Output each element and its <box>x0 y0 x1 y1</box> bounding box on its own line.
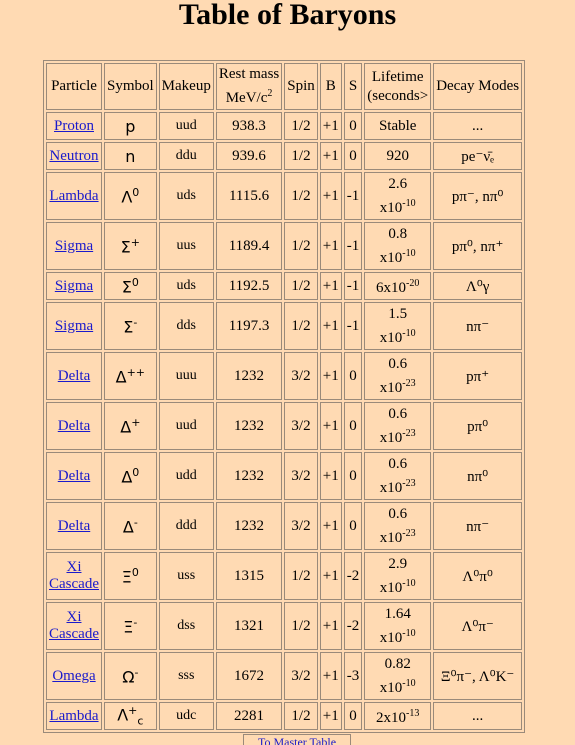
particle-link[interactable]: Delta <box>57 367 91 384</box>
rest-mass-cell: 1315 <box>216 552 282 600</box>
makeup-cell: uds <box>159 172 214 220</box>
particle-cell <box>46 702 102 730</box>
table-row <box>46 702 522 730</box>
lifetime-cell: 0.82 $x10^{-10}$ <box>364 652 431 700</box>
rest-mass-cell: 1321 <box>216 602 282 650</box>
header-rest-mass-line1: Rest mass <box>218 66 280 82</box>
rest-mass-cell: 1232 <box>216 352 282 400</box>
lifetime-cell: 1.5 $x10^{-10}$ <box>364 302 431 350</box>
header-baryon-number: B <box>320 63 342 110</box>
baryon-number-cell: +1 <box>320 402 342 450</box>
particle-link[interactable]: Lambda <box>49 707 99 724</box>
rest-mass-cell: 939.6 <box>216 142 282 170</box>
header-strangeness: S <box>344 63 363 110</box>
table-row <box>46 142 522 170</box>
header-lifetime <box>364 63 431 110</box>
makeup-cell: uuu <box>159 352 214 400</box>
spin-cell: 1/2 <box>284 172 318 220</box>
makeup-cell: uud <box>159 112 214 140</box>
rest-mass-cell: 1197.3 <box>216 302 282 350</box>
makeup-cell: udc <box>159 702 214 730</box>
strangeness-cell: 0 <box>344 452 363 500</box>
decay-modes-cell: Λ⁰γ <box>433 272 522 300</box>
lifetime-cell: Stable <box>364 112 431 140</box>
lifetime-cell: 0.6 $x10^{-23}$ <box>364 452 431 500</box>
strangeness-cell: 0 <box>344 352 363 400</box>
lifetime-cell: $6x10^{-20}$ <box>364 272 431 300</box>
baryon-number-cell: +1 <box>320 452 342 500</box>
spin-cell: 1/2 <box>284 702 318 730</box>
baryon-number-cell: +1 <box>320 702 342 730</box>
makeup-cell: uss <box>159 552 214 600</box>
rest-mass-cell: 1232 <box>216 402 282 450</box>
symbol-cell: Σ+ <box>104 222 157 270</box>
table-row <box>46 452 522 500</box>
lifetime-cell: 920 <box>364 142 431 170</box>
particle-link[interactable]: Lambda <box>49 187 99 204</box>
lifetime-cell: 0.6 $x10^{-23}$ <box>364 502 431 550</box>
baryon-number-cell: +1 <box>320 502 342 550</box>
table-row <box>46 302 522 350</box>
makeup-cell: uds <box>159 272 214 300</box>
particle-link[interactable]: Delta <box>57 467 91 484</box>
symbol-cell: Ω- <box>104 652 157 700</box>
lifetime-cell: 1.64 $x10^{-10}$ <box>364 602 431 650</box>
strangeness-cell: -1 <box>344 272 363 300</box>
header-decay-modes: Decay Modes <box>433 63 522 110</box>
decay-modes-cell: pπ⁻, nπ⁰ <box>433 172 522 220</box>
decay-modes-cell: nπ⁻ <box>433 502 522 550</box>
spin-cell: 1/2 <box>284 112 318 140</box>
symbol-cell: Δ+ <box>104 402 157 450</box>
particle-link[interactable]: Xi Cascade <box>49 609 99 642</box>
baryon-number-cell: +1 <box>320 352 342 400</box>
spin-cell: 3/2 <box>284 352 318 400</box>
decay-modes-cell: Λ⁰π⁰ <box>433 552 522 600</box>
makeup-cell: ddd <box>159 502 214 550</box>
decay-modes-cell: pπ⁺ <box>433 352 522 400</box>
strangeness-cell: -3 <box>344 652 363 700</box>
strangeness-cell: 0 <box>344 402 363 450</box>
spin-cell: 1/2 <box>284 552 318 600</box>
makeup-cell: uus <box>159 222 214 270</box>
particle-cell <box>46 272 102 300</box>
particle-link[interactable]: Omega <box>52 667 96 684</box>
symbol-cell: Δ- <box>104 502 157 550</box>
particle-cell <box>46 552 102 600</box>
decay-modes-cell: ... <box>433 112 522 140</box>
decay-modes-cell: pe⁻ν̄ₑ <box>433 142 522 170</box>
decay-modes-cell: nπ⁻ <box>433 302 522 350</box>
table-row <box>46 112 522 140</box>
page-title: Table of Baryons <box>178 0 397 31</box>
symbol-cell: $\Sigma^0$ <box>104 272 157 300</box>
spin-cell: 1/2 <box>284 142 318 170</box>
header-makeup: Makeup <box>159 63 214 110</box>
baryon-number-cell: +1 <box>320 602 342 650</box>
symbol-cell: Δ++ <box>104 352 157 400</box>
strangeness-cell: 0 <box>344 702 363 730</box>
baryon-number-cell: +1 <box>320 302 342 350</box>
strangeness-cell: 0 <box>344 142 363 170</box>
particle-cell <box>46 112 102 140</box>
table-row <box>46 502 522 550</box>
lifetime-cell: 0.8 $x10^{-10}$ <box>364 222 431 270</box>
particle-cell <box>46 352 102 400</box>
particle-link[interactable]: Neutron <box>49 147 99 164</box>
particle-cell <box>46 402 102 450</box>
strangeness-cell: -2 <box>344 602 363 650</box>
table-row <box>46 222 522 270</box>
rest-mass-cell: 2281 <box>216 702 282 730</box>
makeup-cell: ddu <box>159 142 214 170</box>
header-lifetime-line1: Lifetime <box>371 68 424 85</box>
particle-link[interactable]: Xi Cascade <box>49 559 99 592</box>
rest-mass-cell: 1232 <box>216 452 282 500</box>
rest-mass-cell: 1232 <box>216 502 282 550</box>
particle-cell <box>46 502 102 550</box>
rest-mass-cell: 1189.4 <box>216 222 282 270</box>
spin-cell: 1/2 <box>284 302 318 350</box>
table-body <box>46 112 522 730</box>
decay-modes-cell: ... <box>433 702 522 730</box>
particle-cell <box>46 222 102 270</box>
header-lifetime-line2: (seconds> <box>367 87 429 104</box>
baryon-table <box>43 60 525 733</box>
lifetime-cell: 2.6 $x10^{-10}$ <box>364 172 431 220</box>
header-rest-mass: Rest mass MeV/$c^2$ <box>216 63 282 110</box>
particle-cell <box>46 602 102 650</box>
strangeness-cell: -1 <box>344 172 363 220</box>
particle-cell <box>46 302 102 350</box>
decay-modes-cell: Ξ⁰π⁻, Λ⁰K⁻ <box>433 652 522 700</box>
symbol-cell: Ξ- <box>104 602 157 650</box>
strangeness-cell: -1 <box>344 222 363 270</box>
decay-modes-cell: nπ⁰ <box>433 452 522 500</box>
spin-cell: 1/2 <box>284 222 318 270</box>
lifetime-cell: 0.6 $x10^{-23}$ <box>364 352 431 400</box>
baryon-number-cell: +1 <box>320 272 342 300</box>
particle-cell <box>46 652 102 700</box>
particle-link[interactable]: Sigma <box>54 237 94 254</box>
spin-cell: 3/2 <box>284 652 318 700</box>
rest-mass-cell: 1115.6 <box>216 172 282 220</box>
particle-cell <box>46 452 102 500</box>
lifetime-cell: 0.6 $x10^{-23}$ <box>364 402 431 450</box>
baryon-number-cell: +1 <box>320 112 342 140</box>
header-particle: Particle <box>46 63 102 110</box>
symbol-cell: $\Xi^0$ <box>104 552 157 600</box>
baryon-number-cell: +1 <box>320 222 342 270</box>
rest-mass-cell: 938.3 <box>216 112 282 140</box>
makeup-cell: sss <box>159 652 214 700</box>
master-table-button[interactable]: To Master Table <box>243 734 351 745</box>
strangeness-cell: -2 <box>344 552 363 600</box>
strangeness-cell: 0 <box>344 502 363 550</box>
particle-link[interactable]: Delta <box>57 417 91 434</box>
makeup-cell: dss <box>159 602 214 650</box>
rest-mass-cell: 1192.5 <box>216 272 282 300</box>
makeup-cell: dds <box>159 302 214 350</box>
particle-cell <box>46 142 102 170</box>
lifetime-cell: 2.9 $x10^{-10}$ <box>364 552 431 600</box>
spin-cell: 3/2 <box>284 402 318 450</box>
table-row <box>46 352 522 400</box>
header-rest-mass-line2: MeV/c <box>225 90 268 106</box>
baryon-number-cell: +1 <box>320 172 342 220</box>
makeup-cell: uud <box>159 402 214 450</box>
particle-link[interactable]: Delta <box>57 517 91 534</box>
table-row <box>46 552 522 600</box>
lifetime-cell: $2x10^{-13}$ <box>364 702 431 730</box>
table-row <box>46 602 522 650</box>
decay-modes-cell: pπ⁰, nπ⁺ <box>433 222 522 270</box>
symbol-cell: $\Delta^0$ <box>104 452 157 500</box>
symbol-cell: p <box>104 112 157 140</box>
table-header-row <box>46 63 522 110</box>
particle-link[interactable]: Sigma <box>54 277 94 294</box>
decay-modes-cell: pπ⁰ <box>433 402 522 450</box>
symbol-cell: n <box>104 142 157 170</box>
table-row <box>46 652 522 700</box>
header-spin: Spin <box>284 63 318 110</box>
baryon-number-cell: +1 <box>320 552 342 600</box>
table-row <box>46 172 522 220</box>
table-row <box>46 272 522 300</box>
table-row <box>46 402 522 450</box>
baryon-number-cell: +1 <box>320 142 342 170</box>
spin-cell: 3/2 <box>284 452 318 500</box>
strangeness-cell: -1 <box>344 302 363 350</box>
strangeness-cell: 0 <box>344 112 363 140</box>
decay-modes-cell: Λ⁰π⁻ <box>433 602 522 650</box>
symbol-cell: $\Lambda^0$ <box>104 172 157 220</box>
particle-link[interactable]: Sigma <box>54 317 94 334</box>
makeup-cell: udd <box>159 452 214 500</box>
spin-cell: 1/2 <box>284 602 318 650</box>
symbol-cell: $\Lambda^+_c$ <box>104 702 157 730</box>
symbol-cell: Σ- <box>104 302 157 350</box>
particle-link[interactable]: Proton <box>53 117 94 134</box>
rest-mass-cell: 1672 <box>216 652 282 700</box>
spin-cell: 3/2 <box>284 502 318 550</box>
spin-cell: 1/2 <box>284 272 318 300</box>
particle-cell <box>46 172 102 220</box>
baryon-number-cell: +1 <box>320 652 342 700</box>
header-symbol: Symbol <box>104 63 157 110</box>
